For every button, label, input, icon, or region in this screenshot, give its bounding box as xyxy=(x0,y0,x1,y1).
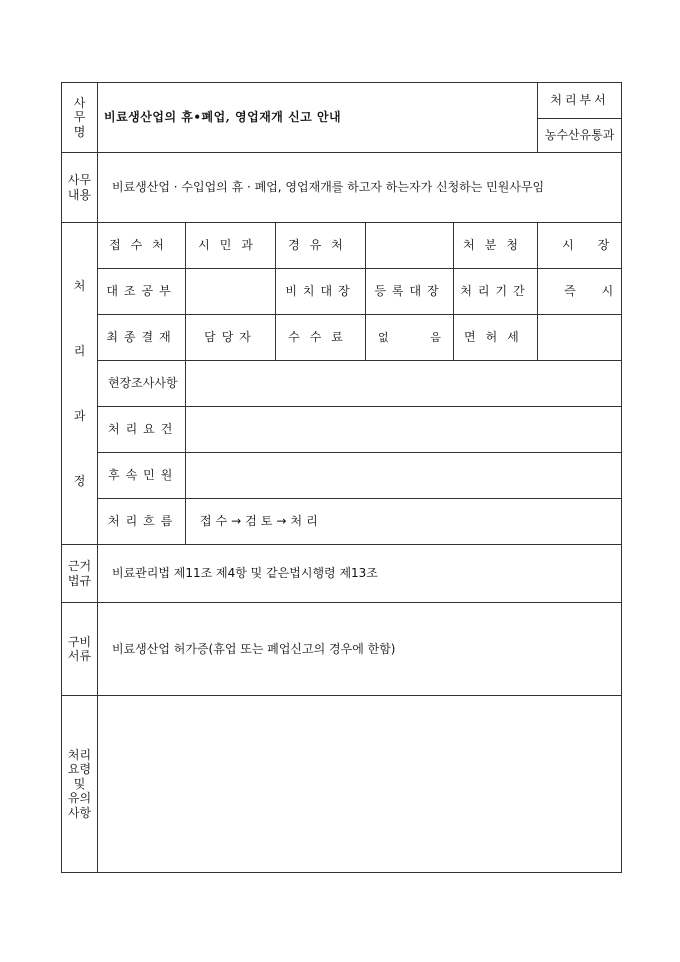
notes-text xyxy=(98,696,622,873)
civil-affairs-form xyxy=(61,82,640,873)
follow-up-value xyxy=(186,453,622,499)
period-value: 즉시 xyxy=(538,269,622,315)
form-table xyxy=(61,82,640,873)
legal-basis-label-2: 법규 xyxy=(67,573,92,588)
notes-label-4: 유의 xyxy=(67,791,92,806)
notes-label-3: 및 xyxy=(73,776,86,791)
content-label-2: 내용 xyxy=(67,187,92,202)
period-label: 처리기간 xyxy=(454,269,538,315)
approval-value: 담당자 xyxy=(186,315,276,361)
process-label-3: 과 xyxy=(73,408,86,423)
agency-value: 시장 xyxy=(538,223,622,269)
via-value xyxy=(366,223,454,269)
work-name-label-3: 명 xyxy=(73,124,86,139)
follow-up-label: 후속민원 xyxy=(98,453,186,499)
legal-basis-text: 비료관리법 제11조 제4항 및 같은법시행령 제13조 xyxy=(98,545,622,603)
site-inspection-value xyxy=(186,361,622,407)
content-label-1: 사무 xyxy=(67,173,92,188)
process-label-cell xyxy=(62,223,98,545)
content-text: 비료생산업 · 수입업의 휴 · 폐업, 영업재개를 하고자 하는자가 신청하는 민원사무임 xyxy=(98,153,622,223)
fee-value xyxy=(366,315,454,361)
documents-text: 비료생산업 허가증(휴업 또는 폐업신고의 경우에 한함) xyxy=(98,603,622,696)
license-tax-value xyxy=(538,315,622,361)
agency-label: 처분청 xyxy=(454,223,538,269)
notes-label-cell xyxy=(62,696,98,873)
notes-label-1: 처리 xyxy=(67,748,92,763)
fee-label: 수수료 xyxy=(276,315,366,361)
work-name-label-1: 사 xyxy=(73,95,86,110)
register-2: 등록대장 xyxy=(366,269,454,315)
work-name-label-cell xyxy=(62,83,98,153)
approval-label: 최종결재 xyxy=(98,315,186,361)
reception-value: 시민과 xyxy=(186,223,276,269)
content-label-cell xyxy=(62,153,98,223)
form-title: 비료생산업의 휴•폐업, 영업재개 신고 안내 xyxy=(98,83,538,153)
legal-basis-label-1: 근거 xyxy=(67,559,92,574)
work-name-label-2: 무 xyxy=(73,110,86,125)
ledger-value xyxy=(186,269,276,315)
license-tax-label: 면허세 xyxy=(454,315,538,361)
dept-value: 농수산유통과 xyxy=(538,119,622,153)
fee-value-left: 없 xyxy=(378,330,389,344)
dept-label: 처리부서 xyxy=(538,83,622,119)
site-inspection-label: 현장조사사항 xyxy=(98,361,186,407)
via-label: 경유처 xyxy=(276,223,366,269)
flow-label: 처리흐름 xyxy=(98,499,186,545)
documents-label-cell xyxy=(62,603,98,696)
documents-label-1: 구비 xyxy=(67,634,92,649)
requirements-label: 처리요건 xyxy=(98,407,186,453)
flow-value: 접수→검토→처리 xyxy=(186,499,622,545)
requirements-value xyxy=(186,407,622,453)
register-1: 비치대장 xyxy=(276,269,366,315)
legal-basis-label-cell xyxy=(62,545,98,603)
fee-value-right: 음 xyxy=(430,330,441,344)
notes-label-5: 사항 xyxy=(67,805,92,820)
documents-label-2: 서류 xyxy=(67,649,92,663)
ledger-label: 대조공부 xyxy=(98,269,186,315)
reception-label: 접수처 xyxy=(98,223,186,269)
process-label-1: 처 xyxy=(73,278,86,293)
process-label-4: 정 xyxy=(73,473,86,488)
process-label-2: 리 xyxy=(73,343,86,358)
notes-label-2: 요령 xyxy=(67,762,92,777)
